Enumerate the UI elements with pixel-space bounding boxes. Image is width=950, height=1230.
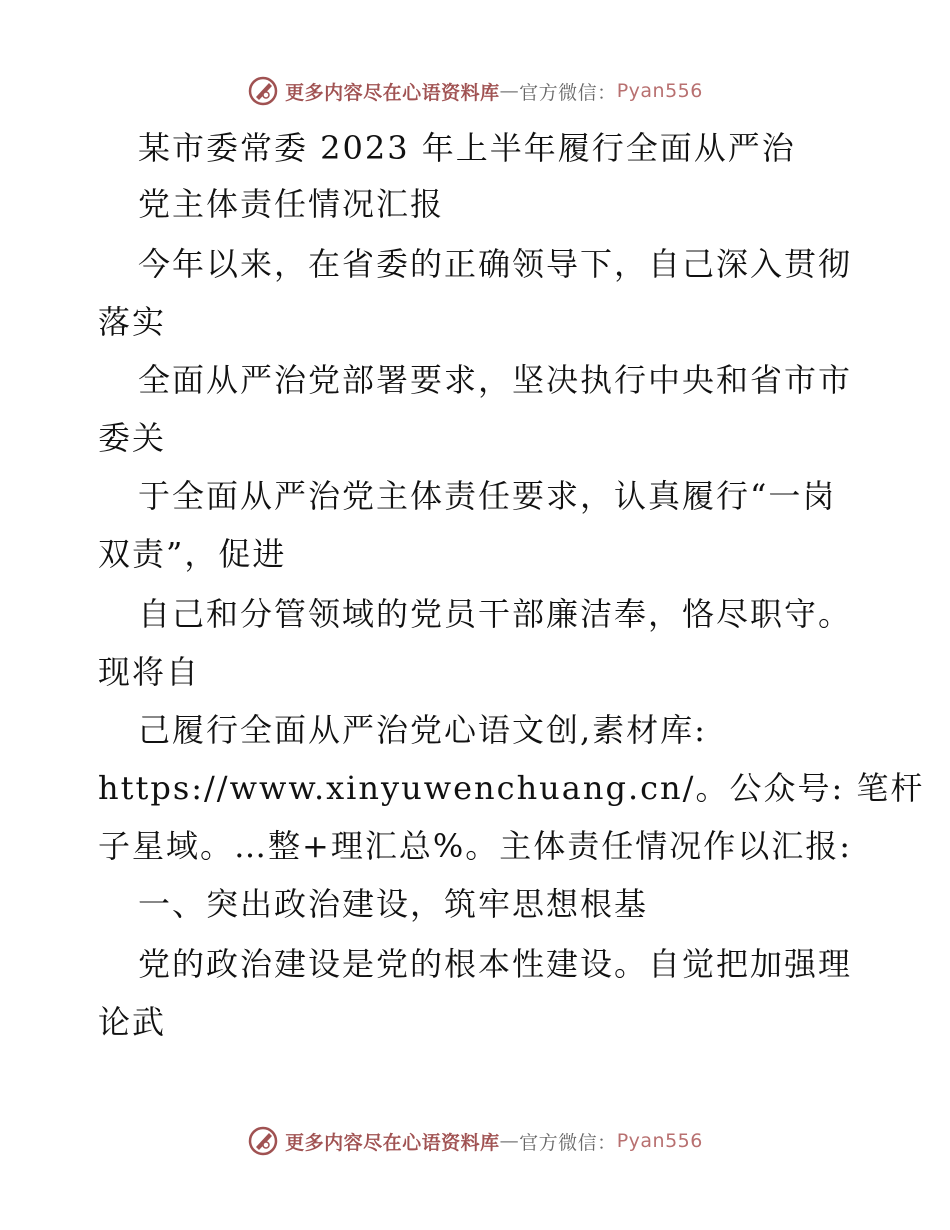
document-title-line-1: 某市委常委 2023 年上半年履行全面从严治 bbox=[138, 129, 796, 167]
paragraph-line: 论武 bbox=[98, 1003, 167, 1041]
paragraph-line: 于全面从严治党主体责任要求，认真履行“一岗 bbox=[138, 477, 837, 515]
logo-icon bbox=[247, 1125, 279, 1157]
paragraph-line: 全面从严治党部署要求，坚决执行中央和省市市 bbox=[138, 361, 853, 399]
banner-main-text: 更多内容尽在心语资料库 bbox=[285, 1131, 500, 1154]
paragraph-line: 落实 bbox=[98, 303, 167, 341]
paragraph-line: 党的政治建设是党的根本性建设。自觉把加强理 bbox=[138, 945, 853, 983]
paragraph-line: 今年以来，在省委的正确领导下，自己深入贯彻 bbox=[138, 245, 853, 283]
paragraph-line: 己履行全面从严治党心语文创,素材库: bbox=[138, 711, 707, 749]
banner-wechat-id: Pyan556 bbox=[616, 80, 703, 102]
banner-wechat-label: 官方微信： bbox=[519, 81, 617, 104]
paragraph-line: 现将自 bbox=[98, 653, 201, 691]
document-title-line-2: 党主体责任情况汇报 bbox=[138, 185, 445, 223]
banner-separator: — bbox=[499, 1130, 520, 1152]
paragraph-line: 自己和分管领域的党员干部廉洁奉，恪尽职守。 bbox=[138, 595, 853, 633]
footer-banner bbox=[0, 1121, 950, 1161]
paragraph-line: 委关 bbox=[98, 419, 167, 457]
paragraph-line: 子星域。…整+理汇总%。主体责任情况作以汇报: bbox=[98, 827, 853, 865]
section-heading: 一、突出政治建设，筑牢思想根基 bbox=[138, 885, 649, 923]
banner-separator: — bbox=[499, 80, 520, 102]
banner-wechat-id: Pyan556 bbox=[616, 1130, 703, 1152]
banner-main-text: 更多内容尽在心语资料库 bbox=[285, 81, 500, 104]
banner-wechat-label: 官方微信： bbox=[519, 1131, 617, 1154]
paragraph-line: https://www.xinyuwenchuang.cn/。公众号: 笔杆 bbox=[98, 769, 925, 807]
paragraph-line: 双责”，促进 bbox=[98, 535, 287, 573]
